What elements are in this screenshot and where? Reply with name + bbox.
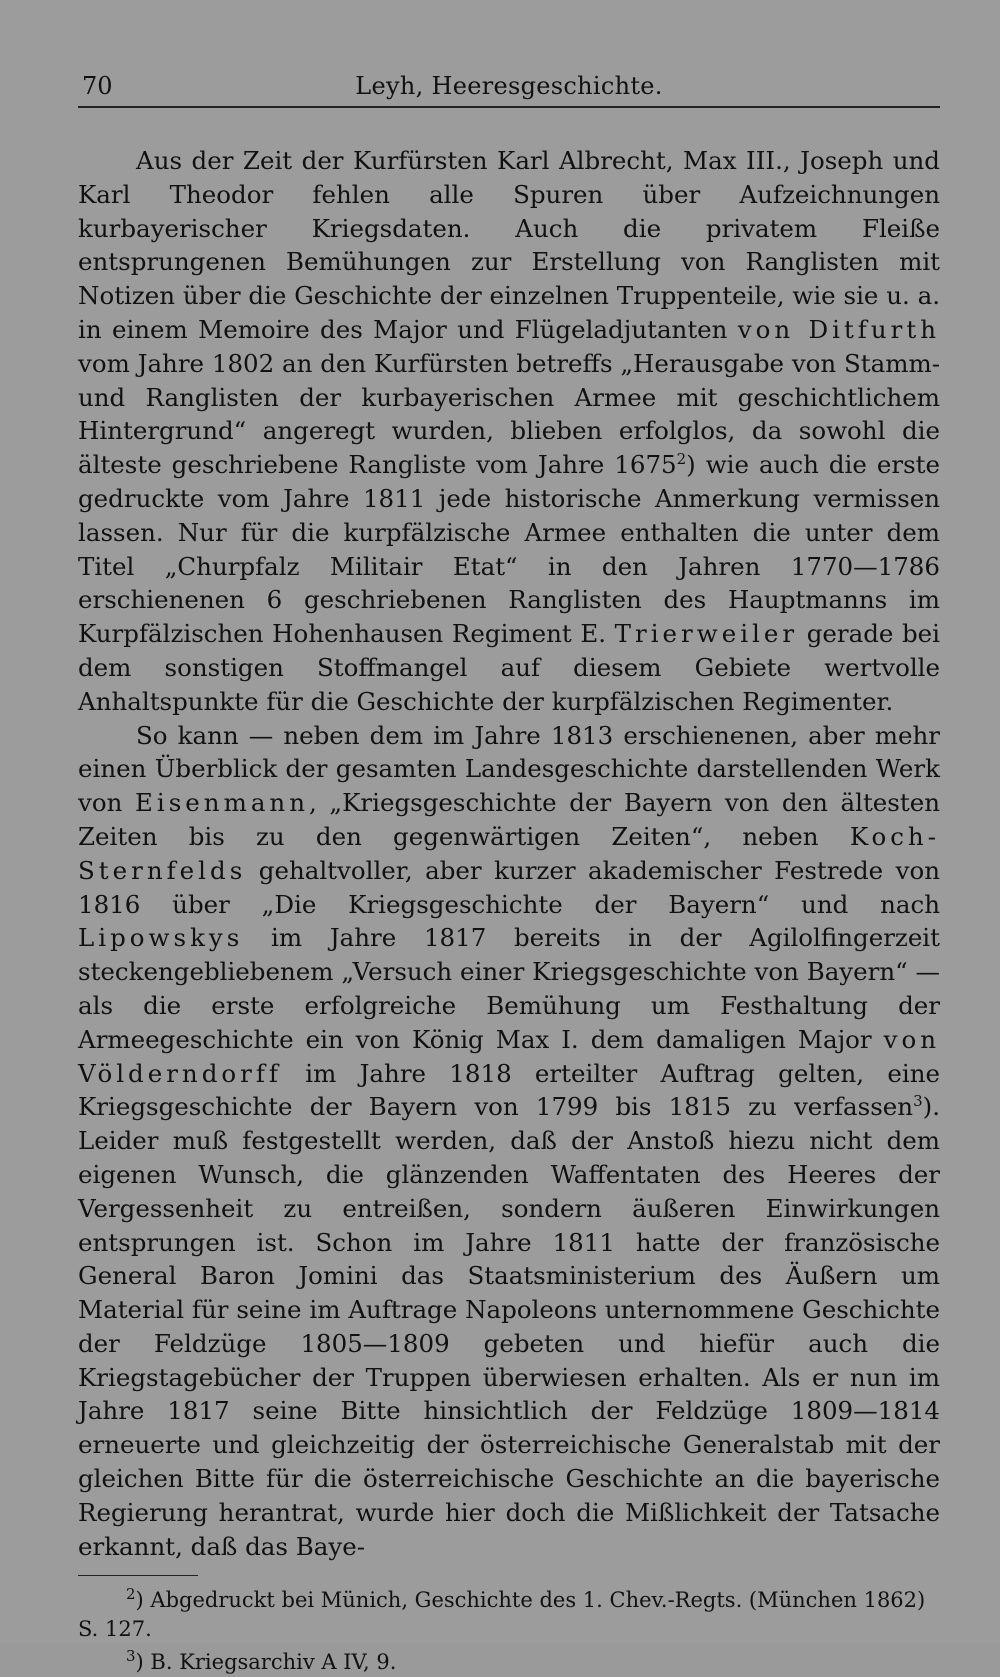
page-header	[78, 62, 940, 102]
footnote-text: ) Abgedruckt bei Münich, Geschichte des 1. Chev.-Regts. (München 1862) S. 127.	[78, 1588, 926, 1642]
spaced-name: Eisenmann	[135, 788, 309, 818]
footnote	[78, 1648, 940, 1677]
body-paragraph	[78, 719, 940, 1564]
text-run: im Jahre 1818 erteilter Auftrag gelten, eine Kriegsgeschichte der Bayern von 1799 bis 1815 zu verfassen	[78, 1058, 940, 1122]
footnote-rule	[78, 1575, 198, 1576]
page-number: 70	[82, 72, 113, 100]
text-run: im Jahre 1817 bereits in der Agilolfingerzeit steckengebliebenem „Versuch einer Kriegsgeschichte von Bayern“ — als die erste erfolgreiche Bemühung um Festhaltung der Armeegeschichte ein von König Max I. dem damaligen Major	[78, 923, 940, 1054]
text-run: ) wie auch die erste gedruckte vom Jahre 1811 jede historische Anmerkung vermissen lassen. Nur für die kurpfälzische Armee enthalten die unter dem Titel „Churpfalz Militair Etat“ in den Jahren 1770—1786 erschienenen 6 geschriebenen Ranglisten des Hauptmanns im Kurpfälzischen Hohenhausen Regiment E.	[78, 450, 940, 649]
text-run: ). Leider muß festgestellt werden, daß der Anstoß hiezu nicht dem eigenen Wunsch, die glänzenden Waffentaten des Heeres der Vergessenheit zu entreißen, sondern äußeren Einwirkungen entsprungen ist. Schon im Jahre 1811 hatte der französische General Baron Jomini das Staatsministerium des Äußern um Material für seine im Auftrage Napoleons unternommene Geschichte der Feldzüge 1805—1809 gebeten und hiefür auch die Kriegstagebücher der Truppen überwiesen erhalten. Als er nun im Jahre 1817 seine Bitte hinsichtlich der Feldzüge 1809—1814 erneuerte und gleichzeitig der österreichische Generalstab mit der gleichen Bitte für die österreichische Geschichte an die bayerische Regierung herantrat, wurde hier doch die Mißlichkeit der Tatsache erkannt, daß das Baye-	[78, 1092, 940, 1561]
spaced-name: von Völderndorff	[78, 1024, 940, 1088]
footnote-text: ) B. Kriegsarchiv A IV, 9.	[135, 1650, 397, 1675]
body-paragraph	[78, 144, 940, 719]
text-run: vom Jahre 1802 an den Kurfürsten betreffs „Herausgabe von Stamm- und Ranglisten der kurbayerischen Armee mit geschichtlichem Hintergrund“ angeregt wurden, blieben erfolglos, da sowohl die älteste geschriebene Rangliste vom Jahre 1675	[78, 348, 940, 480]
footnote-number: 2	[126, 1585, 136, 1604]
spaced-name: Trierweiler	[614, 619, 799, 649]
footnote	[78, 1586, 940, 1644]
text-run: gehaltvoller, aber kurzer akademischer Festrede von 1816 über „Die Kriegsgeschichte der Bayern“ und nach	[78, 855, 940, 919]
footnote-marker: 3	[913, 1092, 923, 1111]
text-run: gerade bei dem sonstigen Stoffmangel auf diesem Gebiete wertvolle Anhaltspunkte für die Geschichte der kurpfälzischen Regimenter.	[78, 619, 940, 716]
footnote-number: 3	[126, 1647, 136, 1666]
text-run: So kann — neben dem im Jahre 1813 erschienenen, aber mehr einen Überblick der gesamten Landesgeschichte darstellenden Werk von	[78, 720, 940, 818]
footnotes	[78, 1586, 940, 1677]
running-title: Leyh, Heeresgeschichte.	[355, 72, 663, 100]
text-run: Aus der Zeit der Kurfürsten Karl Albrecht, Max III., Joseph und Karl Theodor fehlen alle Spuren über Aufzeichnungen kurbayerischer Kriegsdaten. Auch die privatem Fleiße entsprungenen Bemühungen zur Erstellung von Ranglisten mit Notizen über die Geschichte der einzelnen Truppenteile, wie sie u. a. in einem Memoire des Major und Flügeladjutanten	[78, 146, 940, 344]
footnote-marker: 2	[676, 450, 687, 469]
text-run: , „Kriegsgeschichte der Bayern von den ältesten Zeiten bis zu den gegenwärtigen Zeiten“, neben	[78, 788, 940, 851]
spaced-name: von Ditfurth	[737, 314, 940, 344]
header-rule	[78, 106, 940, 108]
spaced-name: Koch-Sternfelds	[78, 821, 940, 885]
spaced-name: Lipowskys	[78, 923, 244, 953]
body-text	[78, 144, 940, 1563]
